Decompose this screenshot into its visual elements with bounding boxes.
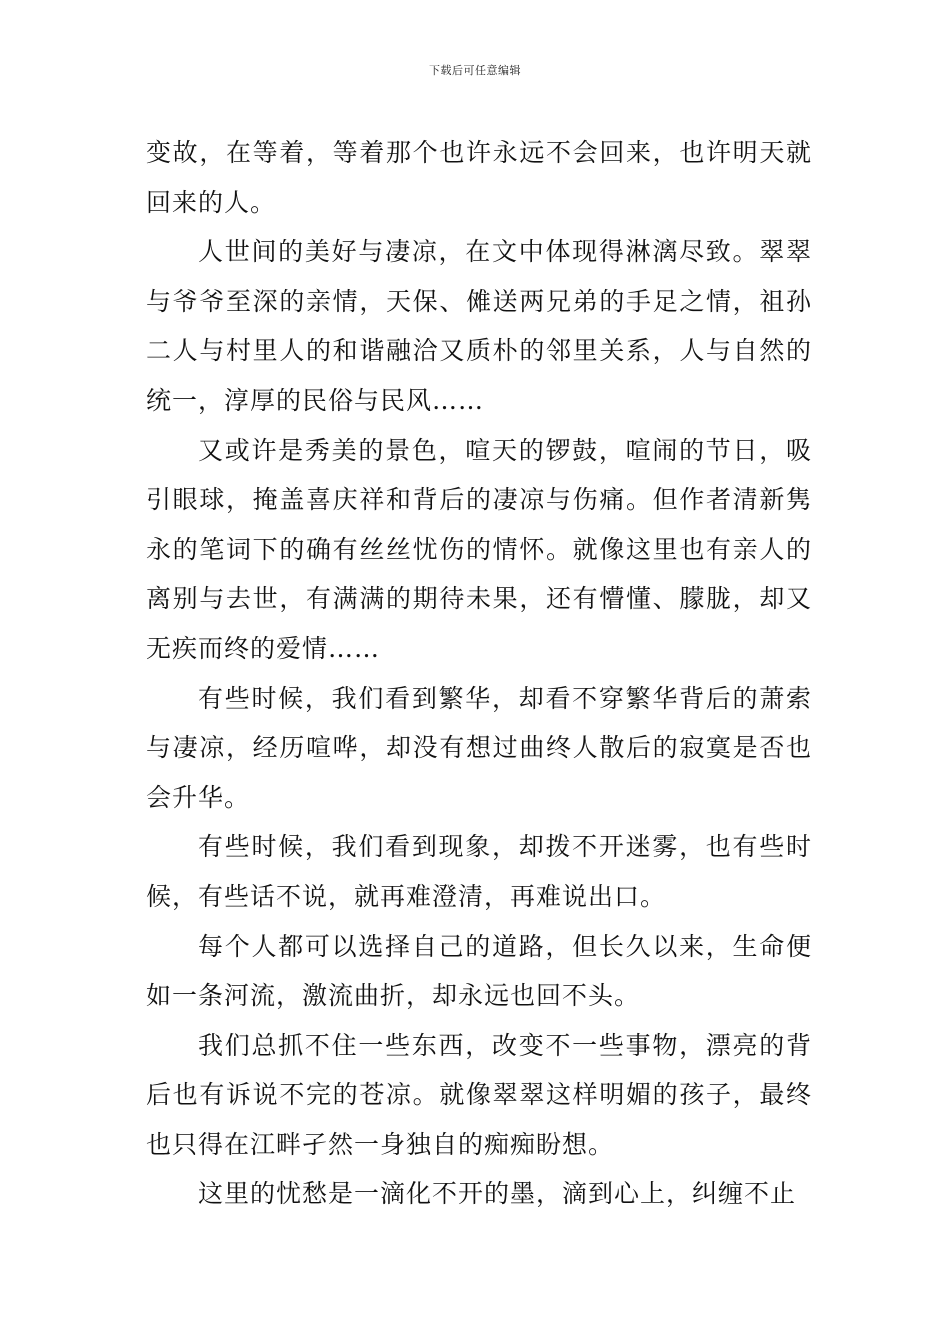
paragraph-1: 变故，在等着，等着那个也许永远不会回来，也许明天就回来的人。 xyxy=(146,138,812,217)
paragraph-8: 这里的忧愁是一滴化不开的墨，滴到心上，纠缠不止 xyxy=(198,1179,797,1209)
paragraph-2: 人世间的美好与凄凉，在文中体现得淋漓尽致。翠翠与爷爷至深的亲情，天保、傩送两兄弟的手足之情，祖孙二人与村里人的和谐融洽又质朴的邻里关系，人与自然的统一，淳厚的民俗与民风…… xyxy=(146,237,812,415)
paragraph-4: 有些时候，我们看到繁华，却看不穿繁华背后的萧索与凄凉，经历喧哗，却没有想过曲终人散后的寂寞是否也会升华。 xyxy=(146,683,812,812)
document-body xyxy=(146,128,812,1219)
paragraph-3: 又或许是秀美的景色，喧天的锣鼓，喧闹的节日，吸引眼球，掩盖喜庆祥和背后的凄凉与伤痛。但作者清新隽永的笔词下的确有丝丝忧伤的情怀。就像这里也有亲人的离别与去世，有满满的期待未果，还有懵懂、朦胧，却又无疾而终的爱情…… xyxy=(146,435,812,663)
paragraph-5: 有些时候，我们看到现象，却拨不开迷雾，也有些时候，有些话不说，就再难澄清，再难说出口。 xyxy=(146,832,812,911)
page-header: 下载后可任意编辑 xyxy=(429,64,521,77)
paragraph-6: 每个人都可以选择自己的道路，但长久以来，生命便如一条河流，激流曲折，却永远也回不头。 xyxy=(146,931,812,1011)
paragraph-7: 我们总抓不住一些东西，改变不一些事物，漂亮的背后也有诉说不完的苍凉。就像翠翠这样明媚的孩子，最终也只得在江畔孑然一身独自的痴痴盼想。 xyxy=(146,1030,812,1159)
